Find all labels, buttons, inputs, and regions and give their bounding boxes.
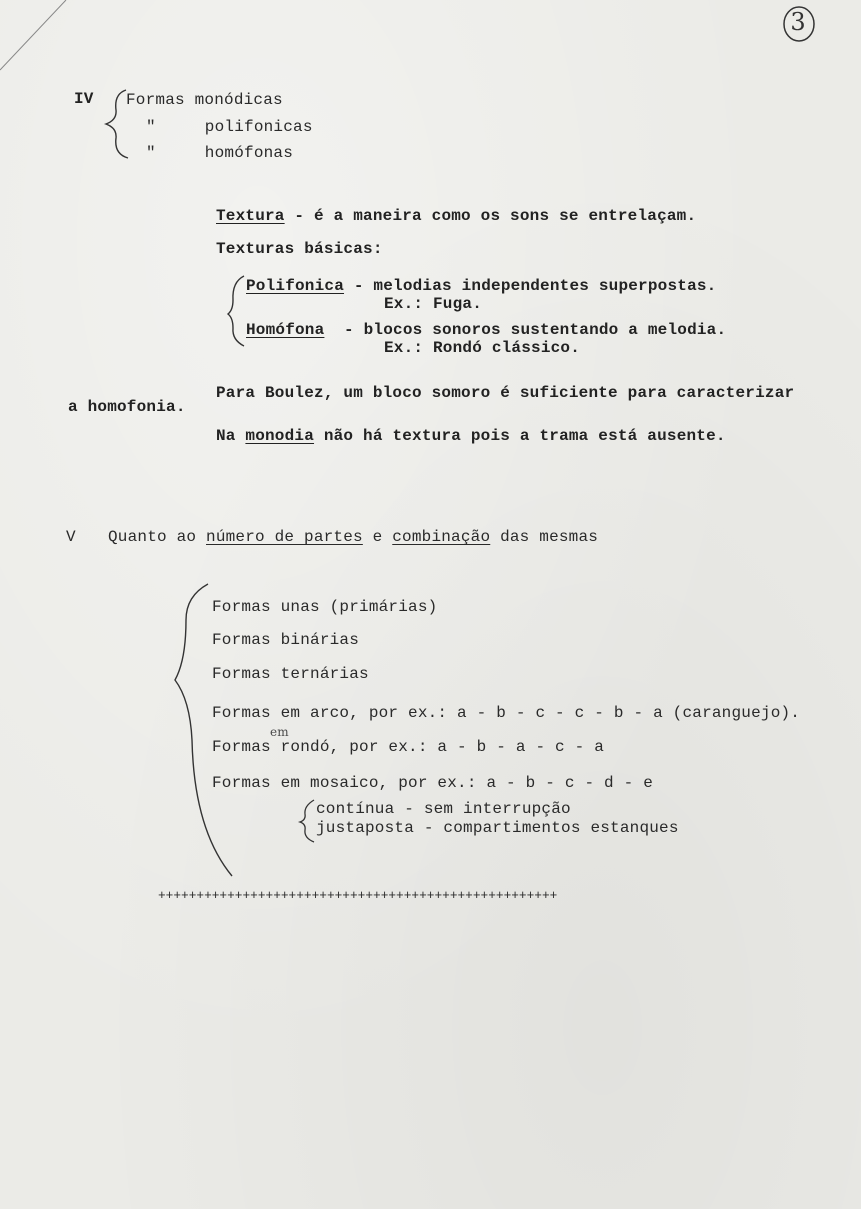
mosaic-justaposta: justaposta - compartimentos estanques [316,819,679,837]
section-v-underline-1: número de partes [206,528,363,546]
form-item-5: Formas rondó, por ex.: a - b - a - c - a [212,738,605,756]
page-number: 3 [790,8,806,36]
section-iv-line-3: " homófonas [146,144,294,162]
section-v-mid: e [362,528,393,546]
textura-term: Textura [216,207,285,225]
homofona-example: Ex.: Rondó clássico. [384,339,581,357]
section-iv-line-1: Formas monódicas [126,91,283,109]
homofona-definition: - blocos sonoros sustentando a melodia. [324,321,727,339]
monodia-post: não há textura pois a trama está ausente. [314,427,726,445]
homofona-term: Homófona [246,321,325,339]
boulez-line-2: a homofonia. [68,398,186,416]
handwritten-insertion: em [270,725,289,739]
section-v-pre: Quanto ao [108,528,207,546]
mosaic-continua: contínua - sem interrupção [316,800,571,818]
form-item-6: Formas em mosaico, por ex.: a - b - c - d - e [212,774,654,792]
section-iv-line-2: " polifonicas [146,118,313,136]
section-v-roman: V [66,528,76,546]
boulez-line-1: Para Boulez, um bloco somoro é suficiente para caracterizar [216,384,795,402]
section-v-underline-2: combinação [392,528,491,546]
polifonica-definition: - melodias independentes superpostas. [344,277,717,295]
form-item-2: Formas binárias [212,631,360,649]
texturas-basicas-title: Texturas básicas: [216,240,383,258]
section-v-post: das mesmas [490,528,599,546]
polifonica-example: Ex.: Fuga. [384,295,483,313]
monodia-term: monodia [245,427,315,445]
form-item-3: Formas ternárias [212,665,369,683]
polifonica-term: Polifonica [246,277,345,295]
textura-definition: - é a maneira como os sons se entrelaçam. [284,207,697,225]
section-iv-roman: IV [74,90,94,108]
form-item-1: Formas unas (primárias) [212,598,438,616]
separator-line: ++++++++++++++++++++++++++++++++++++++++++++++++++++ [158,888,558,903]
form-item-4: Formas em arco, por ex.: a - b - c - c - b - a (caranguejo). [212,704,801,722]
monodia-pre: Na [216,427,246,445]
